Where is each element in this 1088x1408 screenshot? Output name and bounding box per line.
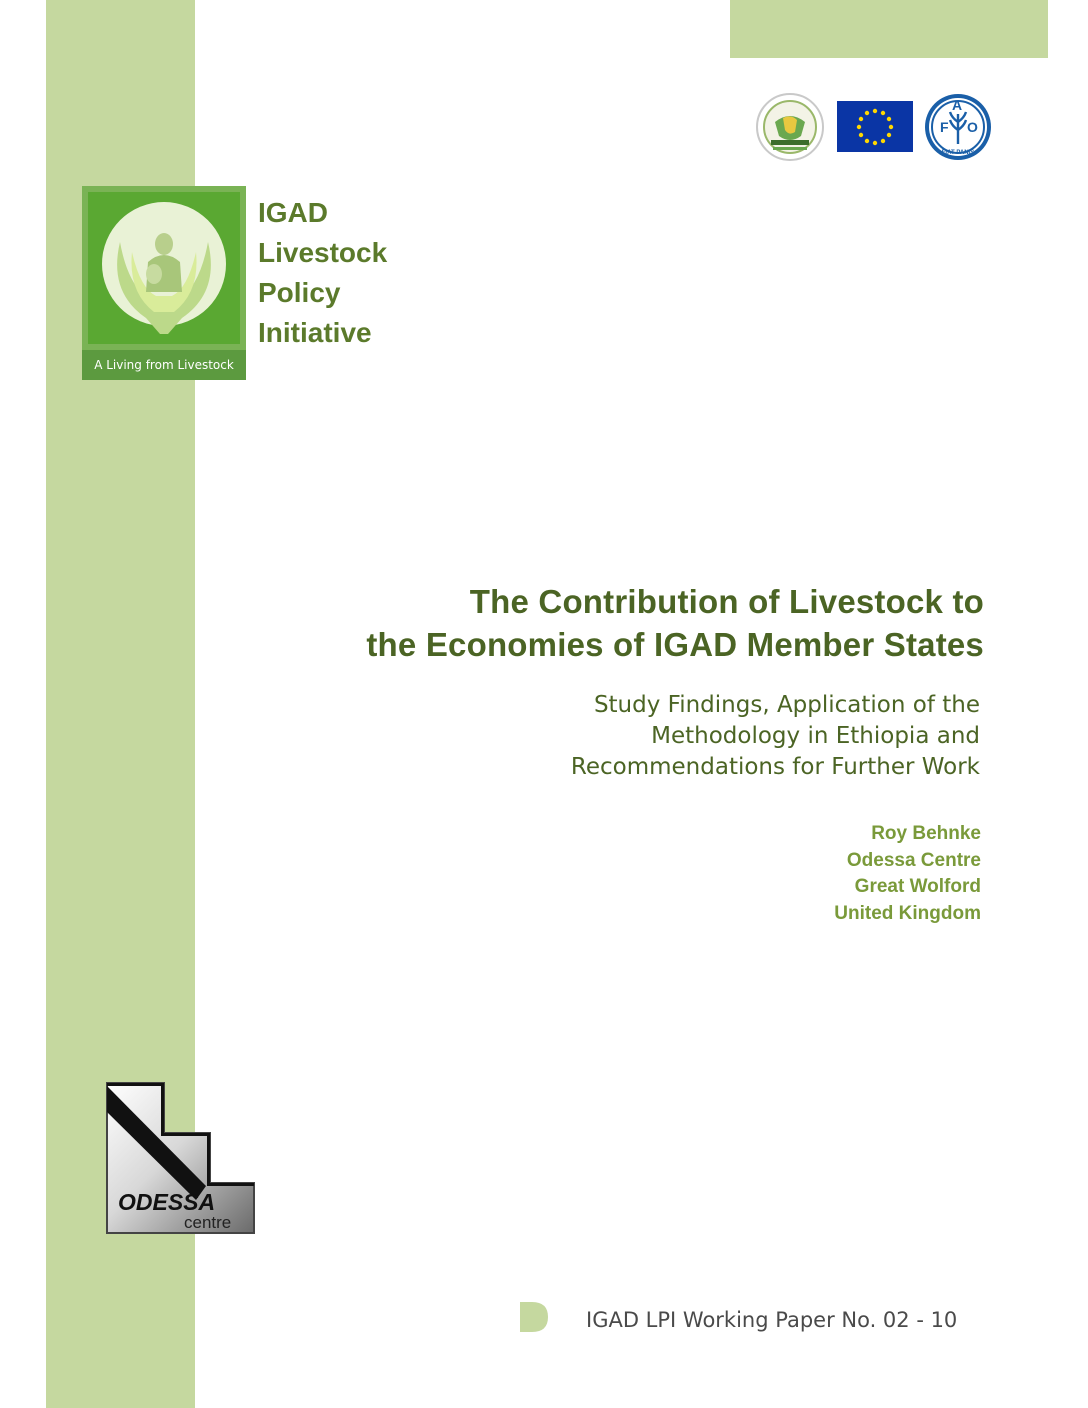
author-info — [834, 821, 981, 927]
lpi-logo — [82, 186, 246, 380]
title-line: the Economies of IGAD Member States — [366, 626, 984, 663]
lpi-logo-background — [88, 192, 240, 344]
igad-emblem-icon — [755, 92, 825, 162]
odessa-name: ODESSA — [118, 1189, 216, 1215]
fao-letter-f: F — [940, 119, 949, 135]
subtitle-line: Study Findings, Application of the — [593, 692, 980, 718]
lpi-title-line: Livestock — [258, 237, 388, 268]
fao-letter-o: O — [967, 119, 978, 135]
document-subtitle — [571, 690, 980, 783]
fao-emblem-icon — [923, 92, 993, 162]
working-paper-number: IGAD LPI Working Paper No. 02 - 10 — [586, 1308, 958, 1332]
lpi-title-line: Initiative — [258, 317, 372, 348]
lpi-logo-frame — [82, 186, 246, 350]
subtitle-line: Methodology in Ethiopia and — [651, 723, 980, 749]
odessa-sub: centre — [184, 1213, 232, 1232]
author-line: United Kingdom — [834, 902, 981, 924]
lpi-tagline: A Living from Livestock — [82, 350, 246, 380]
top-accent-band — [730, 0, 1048, 58]
eu-flag-icon — [837, 101, 913, 152]
author-line: Odessa Centre — [846, 849, 981, 871]
title-line: The Contribution of Livestock to — [469, 583, 984, 620]
subtitle-line: Recommendations for Further Work — [570, 754, 980, 780]
partner-logos — [755, 92, 995, 162]
footer-marker-icon — [520, 1302, 548, 1332]
fao-letter-a: A — [952, 97, 963, 113]
odessa-centre-logo — [106, 1082, 256, 1235]
lpi-title — [258, 193, 387, 353]
document-title — [366, 580, 984, 666]
lpi-title-line: Policy — [258, 277, 341, 308]
lpi-emblem-icon — [88, 192, 240, 344]
lpi-title-line: IGAD — [258, 197, 328, 228]
author-line: Great Wolford — [854, 876, 981, 897]
fao-motto: FIAT PANIS — [941, 150, 975, 156]
author-line: Roy Behnke — [871, 823, 981, 844]
